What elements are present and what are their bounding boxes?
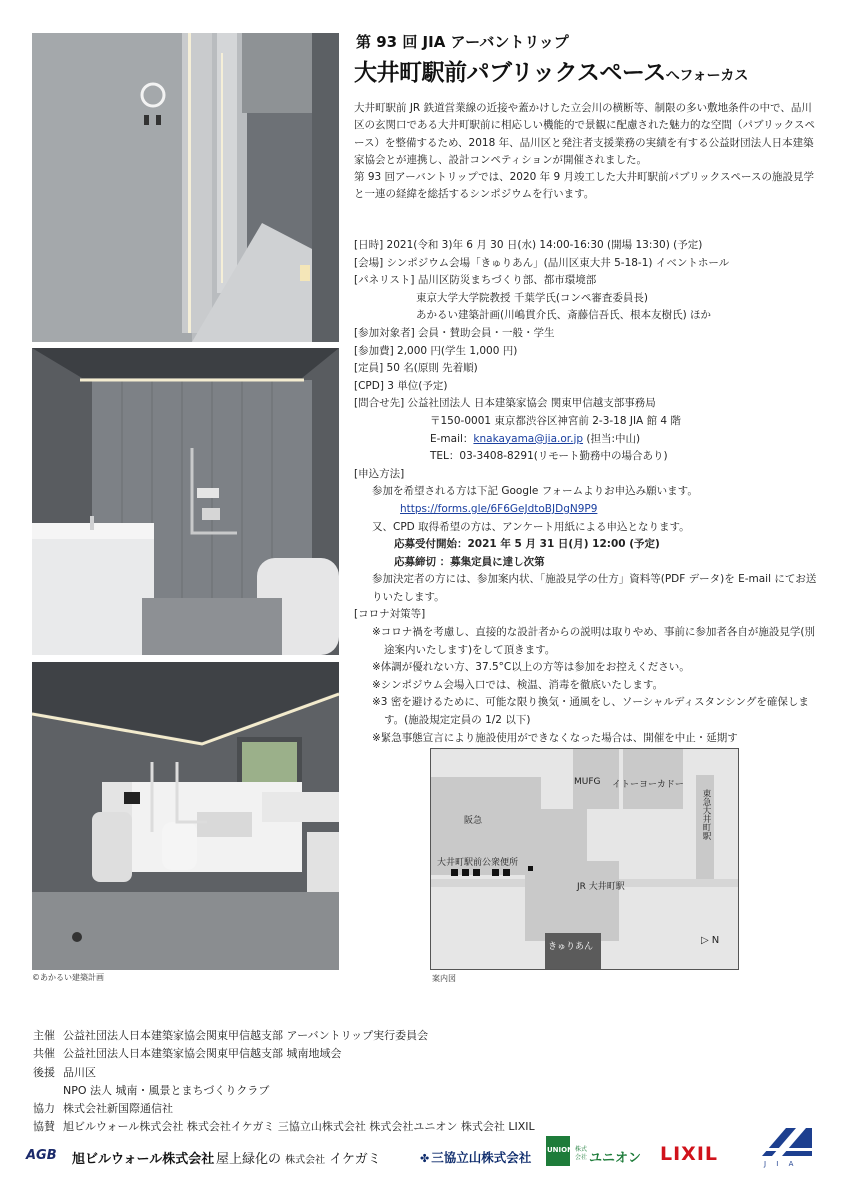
capacity-row: [定員] 50 名(原則 先着順) (354, 362, 478, 375)
intro-paragraph: 大井町駅前 JR 鉄道営業線の近接や蓋かけした立会川の横断等、制限の多い敷地条件の中で、品川区の玄関口である大井町駅前に相応しい機能的で景観に配慮された魅力的な空間（パブリックスペース）を整備するため、2018 年、品川区と発注者支援業務の実績を有する公益財団法人日本建築家協会とが連携し、設計コンペティションが開催されました。 (354, 102, 816, 166)
title-main: 大井町駅前パブリックスペース (354, 60, 666, 86)
jia-mark-icon (756, 1126, 814, 1158)
union-name: ユニオン (589, 1151, 642, 1166)
credit-row (33, 1045, 823, 1063)
credit-key: 主催 (33, 1029, 55, 1042)
map-label-tokyu: 東急大井町駅 (701, 789, 711, 840)
venue-row: [会場] シンポジウム会場「きゅりあん」(品川区東大井 5-18-1) イベントホール (354, 256, 730, 269)
target-row: [参加対象者] 会員・賛助会員・一般・学生 (354, 326, 555, 339)
credit-value: NPO 法人 城南・風景とまちづくりクラブ (63, 1083, 270, 1097)
map-label-itoyokado: イトーヨーカドー (612, 780, 684, 790)
apply-start: 応募受付開始：2021 年 5 月 31 日(月) 12:00 (予定) (394, 538, 660, 551)
panelists-row: あかるい建築計画(川嶋貫介氏、斎藤信吾氏、根本友樹氏) ほか (416, 309, 712, 322)
toilet-marker (451, 869, 458, 876)
photo-credit: ©あかるい建築計画 (32, 973, 104, 982)
toilet-marker (492, 869, 499, 876)
cpd-row: [CPD] 3 単位(予定) (354, 379, 448, 392)
map-label-hankyu: 阪急 (464, 816, 483, 826)
toilet-markers (451, 869, 525, 877)
apply-note: 参加決定者の方には、参加案内状、「施設見学の仕方」資料等(PDF データ)を E-mail にてお送りいたします。 (372, 573, 817, 603)
sankyo-name: 三協立山株式会社 (431, 1150, 532, 1165)
email-note: (担当:中山) (583, 432, 641, 445)
credit-key: 協賛 (33, 1120, 55, 1134)
exterior-photo (32, 33, 339, 342)
north-indicator (701, 935, 719, 946)
lixil-logo: LIXIL (660, 1143, 719, 1165)
restroom-interior-drawing (32, 348, 339, 655)
credit-value: 品川区 (63, 1065, 96, 1079)
covid-item: ※コロナ禍を考慮し、直接的な設計者からの説明は取りやめ、事前に参加者各自が施設見学(別途案内いたします)をして頂きます。 (372, 626, 815, 656)
toilet-marker (503, 869, 510, 876)
google-form-link[interactable]: https://forms.gle/6F6GeJdtoBJDgN9P9 (400, 502, 598, 515)
intro-paragraph: 第 93 回アーバントリップでは、2020 年 9 月竣工した大井町駅前パブリックスペースの施設見学と一連の経緯を総括するシンポジウムを行います。 (354, 171, 815, 201)
apply-form-link (354, 501, 820, 519)
jia-logo (756, 1126, 814, 1172)
agb-logo: AGB (26, 1148, 57, 1163)
page-title (354, 54, 748, 87)
credit-value: 株式会社新国際通信社 (63, 1102, 173, 1116)
title-suffix: へフォーカス (665, 68, 749, 84)
credit-key: 共催 (33, 1047, 55, 1061)
event-details (354, 237, 820, 747)
ikegami-name: イケガミ (329, 1152, 381, 1167)
covid-item: ※シンポジウム会場入口では、検温、消毒を徹底いたします。 (372, 678, 664, 691)
organizer-credits (33, 1027, 823, 1137)
credit-key: 後援 (33, 1065, 55, 1079)
credit-row (33, 1100, 823, 1118)
contact-email-row (354, 431, 820, 449)
covid-heading: [コロナ対策等] (354, 608, 426, 621)
email-label: E-mail： (430, 432, 474, 445)
panelists-row: 東京大学大学院教授 千葉学氏(コンペ審査委員長) (416, 291, 649, 304)
date-row: [日時] 2021(令和 3)年 6 月 30 日(水) 14:00-16:30 (開場 13:30) (予定) (354, 239, 703, 251)
contact-tel: TEL：03-3408-8291(リモート勤務中の場合あり) (430, 450, 668, 463)
map-label-mufg: MUFG (574, 777, 601, 787)
toilet-marker (462, 869, 469, 876)
accessible-restroom-drawing (32, 662, 339, 970)
exterior-photo-drawing (32, 33, 339, 342)
sankyo-logo (420, 1148, 531, 1166)
event-label: 第 93 回 JIA アーバントリップ (356, 33, 569, 51)
north-arrow-icon: ▷ (701, 935, 709, 946)
map-label-curian: きゅりあん (548, 942, 594, 952)
apply-line: 参加を希望される方は下記 Google フォームよりお申込み願います。 (372, 485, 698, 498)
map-label-toilet: 大井町駅前公衆便所 (437, 858, 519, 868)
restroom-interior-photo (32, 348, 339, 655)
fee-row: [参加費] 2,000 円(学生 1,000 円) (354, 344, 518, 357)
credit-value: 公益社団法人日本建築家協会関東甲信越支部 アーバントリップ実行委員会 (63, 1029, 429, 1042)
credit-row (33, 1064, 823, 1082)
credit-key: 協力 (33, 1102, 55, 1116)
covid-item: ※3 密を避けるために、可能な限り換気・通風をし、ソーシャルディスタンシングを確保します。(施設規定定員の 1/2 以下) (372, 696, 809, 727)
contact-row: [問合せ先] 公益社団法人 日本建築家協会 関東甲信越支部事務局 (354, 397, 656, 410)
intro-text (354, 100, 816, 204)
union-corp: 株式会社 (575, 1146, 588, 1161)
union-mark (546, 1136, 573, 1166)
agb-name: 旭ビルウォール株式会社 (72, 1152, 215, 1167)
map-label-jr: JR 大井町駅 (577, 882, 625, 892)
panelists-row: [パネリスト] 品川区防災まちづくり部、都市環境部 (354, 274, 597, 287)
contact-address: 〒150-0001 東京都渋谷区神宮前 2-3-18 JIA 館 4 階 (430, 414, 681, 427)
ikegami-prefix: 屋上緑化の (216, 1152, 282, 1167)
covid-item: ※緊急事態宣言により施設使用ができなくなった場合は、開催を中止・延期す (372, 731, 738, 744)
union-mark-text: UNION (547, 1146, 573, 1154)
north-label: N (711, 935, 720, 946)
accessible-restroom-photo (32, 662, 339, 970)
apply-deadline: 応募締切 ：募集定員に達し次第 (394, 555, 545, 568)
sankyo-mark-icon: ✤ (420, 1152, 430, 1165)
toilet-marker (528, 866, 533, 871)
email-link[interactable]: knakayama@jia.or.jp (473, 432, 584, 445)
covid-item: ※体調が優れない方、37.5°C以上の方等は参加をお控えください。 (372, 661, 690, 674)
apply-heading: [申込方法] (354, 467, 405, 480)
map-block-jr (525, 861, 619, 941)
sponsor-logos (24, 1126, 824, 1186)
ikegami-logo (216, 1148, 381, 1167)
credit-value: 旭ビルウォール株式会社 株式会社イケガミ 三協立山株式会社 株式会社ユニオン 株式会社 LIXIL (63, 1120, 535, 1134)
credit-row (33, 1082, 823, 1100)
ikegami-corp: 株式会社 (285, 1155, 326, 1166)
toilet-marker (473, 869, 480, 876)
jia-text: J I A (764, 1160, 798, 1168)
credit-value: 公益社団法人日本建築家協会関東甲信越支部 城南地域会 (63, 1047, 342, 1061)
apply-line: 又、CPD 取得希望の方は、アンケート用紙による申込となります。 (372, 520, 690, 533)
access-map (430, 748, 739, 970)
map-caption: 案内図 (432, 974, 456, 983)
credit-row (33, 1027, 823, 1045)
